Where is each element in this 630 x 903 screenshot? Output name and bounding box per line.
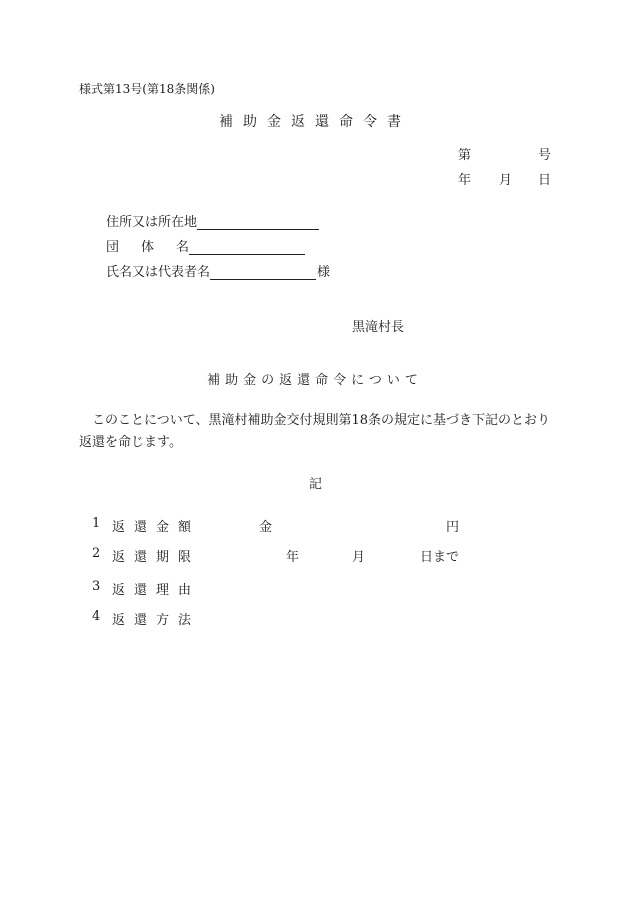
number-prefix: 第	[458, 148, 472, 163]
amount-unit: 円	[446, 520, 460, 535]
document-subject: 補助金の返還命令について	[207, 373, 423, 388]
amount-prefix: 金	[259, 520, 273, 535]
form-number-label: 様式第13号(第18条関係)	[79, 82, 215, 96]
date-year-label: 年	[458, 173, 472, 188]
group-name-row	[106, 236, 305, 255]
address-row	[106, 211, 319, 230]
address-underline	[197, 213, 319, 230]
item-label-return-method: 返還方法	[112, 613, 201, 628]
representative-row	[106, 261, 330, 280]
group-label-2: 体	[141, 240, 155, 255]
item-number-3: 3	[92, 579, 101, 594]
deadline-year-label: 年	[286, 550, 300, 565]
issuer-name: 黒滝村長	[352, 320, 405, 335]
address-label: 住所又は所在地	[106, 215, 198, 230]
group-label-3: 名	[176, 240, 190, 255]
group-name-underline	[189, 238, 305, 255]
item-number-1: 1	[92, 516, 101, 531]
date-month-label: 月	[499, 173, 513, 188]
representative-underline	[210, 263, 316, 280]
item-label-return-amount: 返還金額	[112, 520, 201, 535]
body-paragraph: このことについて、黒滝村補助金交付規則第18条の規定に基づき下記のとおり返還を命じます。	[79, 413, 551, 450]
representative-label: 氏名又は代表者名	[106, 265, 211, 280]
number-suffix: 号	[538, 148, 552, 163]
date-day-label: 日	[538, 173, 552, 188]
document-title: 補助金返還命令書	[219, 114, 411, 130]
group-label-1: 団	[106, 240, 120, 255]
item-number-4: 4	[92, 609, 101, 624]
deadline-month-label: 月	[352, 550, 366, 565]
honorific-label: 様	[317, 265, 331, 280]
item-label-return-deadline: 返還期限	[112, 550, 201, 565]
item-label-return-reason: 返還理由	[112, 583, 201, 598]
deadline-day-label: 日まで	[420, 550, 460, 565]
item-number-2: 2	[92, 546, 101, 561]
ki-heading: 記	[309, 477, 323, 492]
